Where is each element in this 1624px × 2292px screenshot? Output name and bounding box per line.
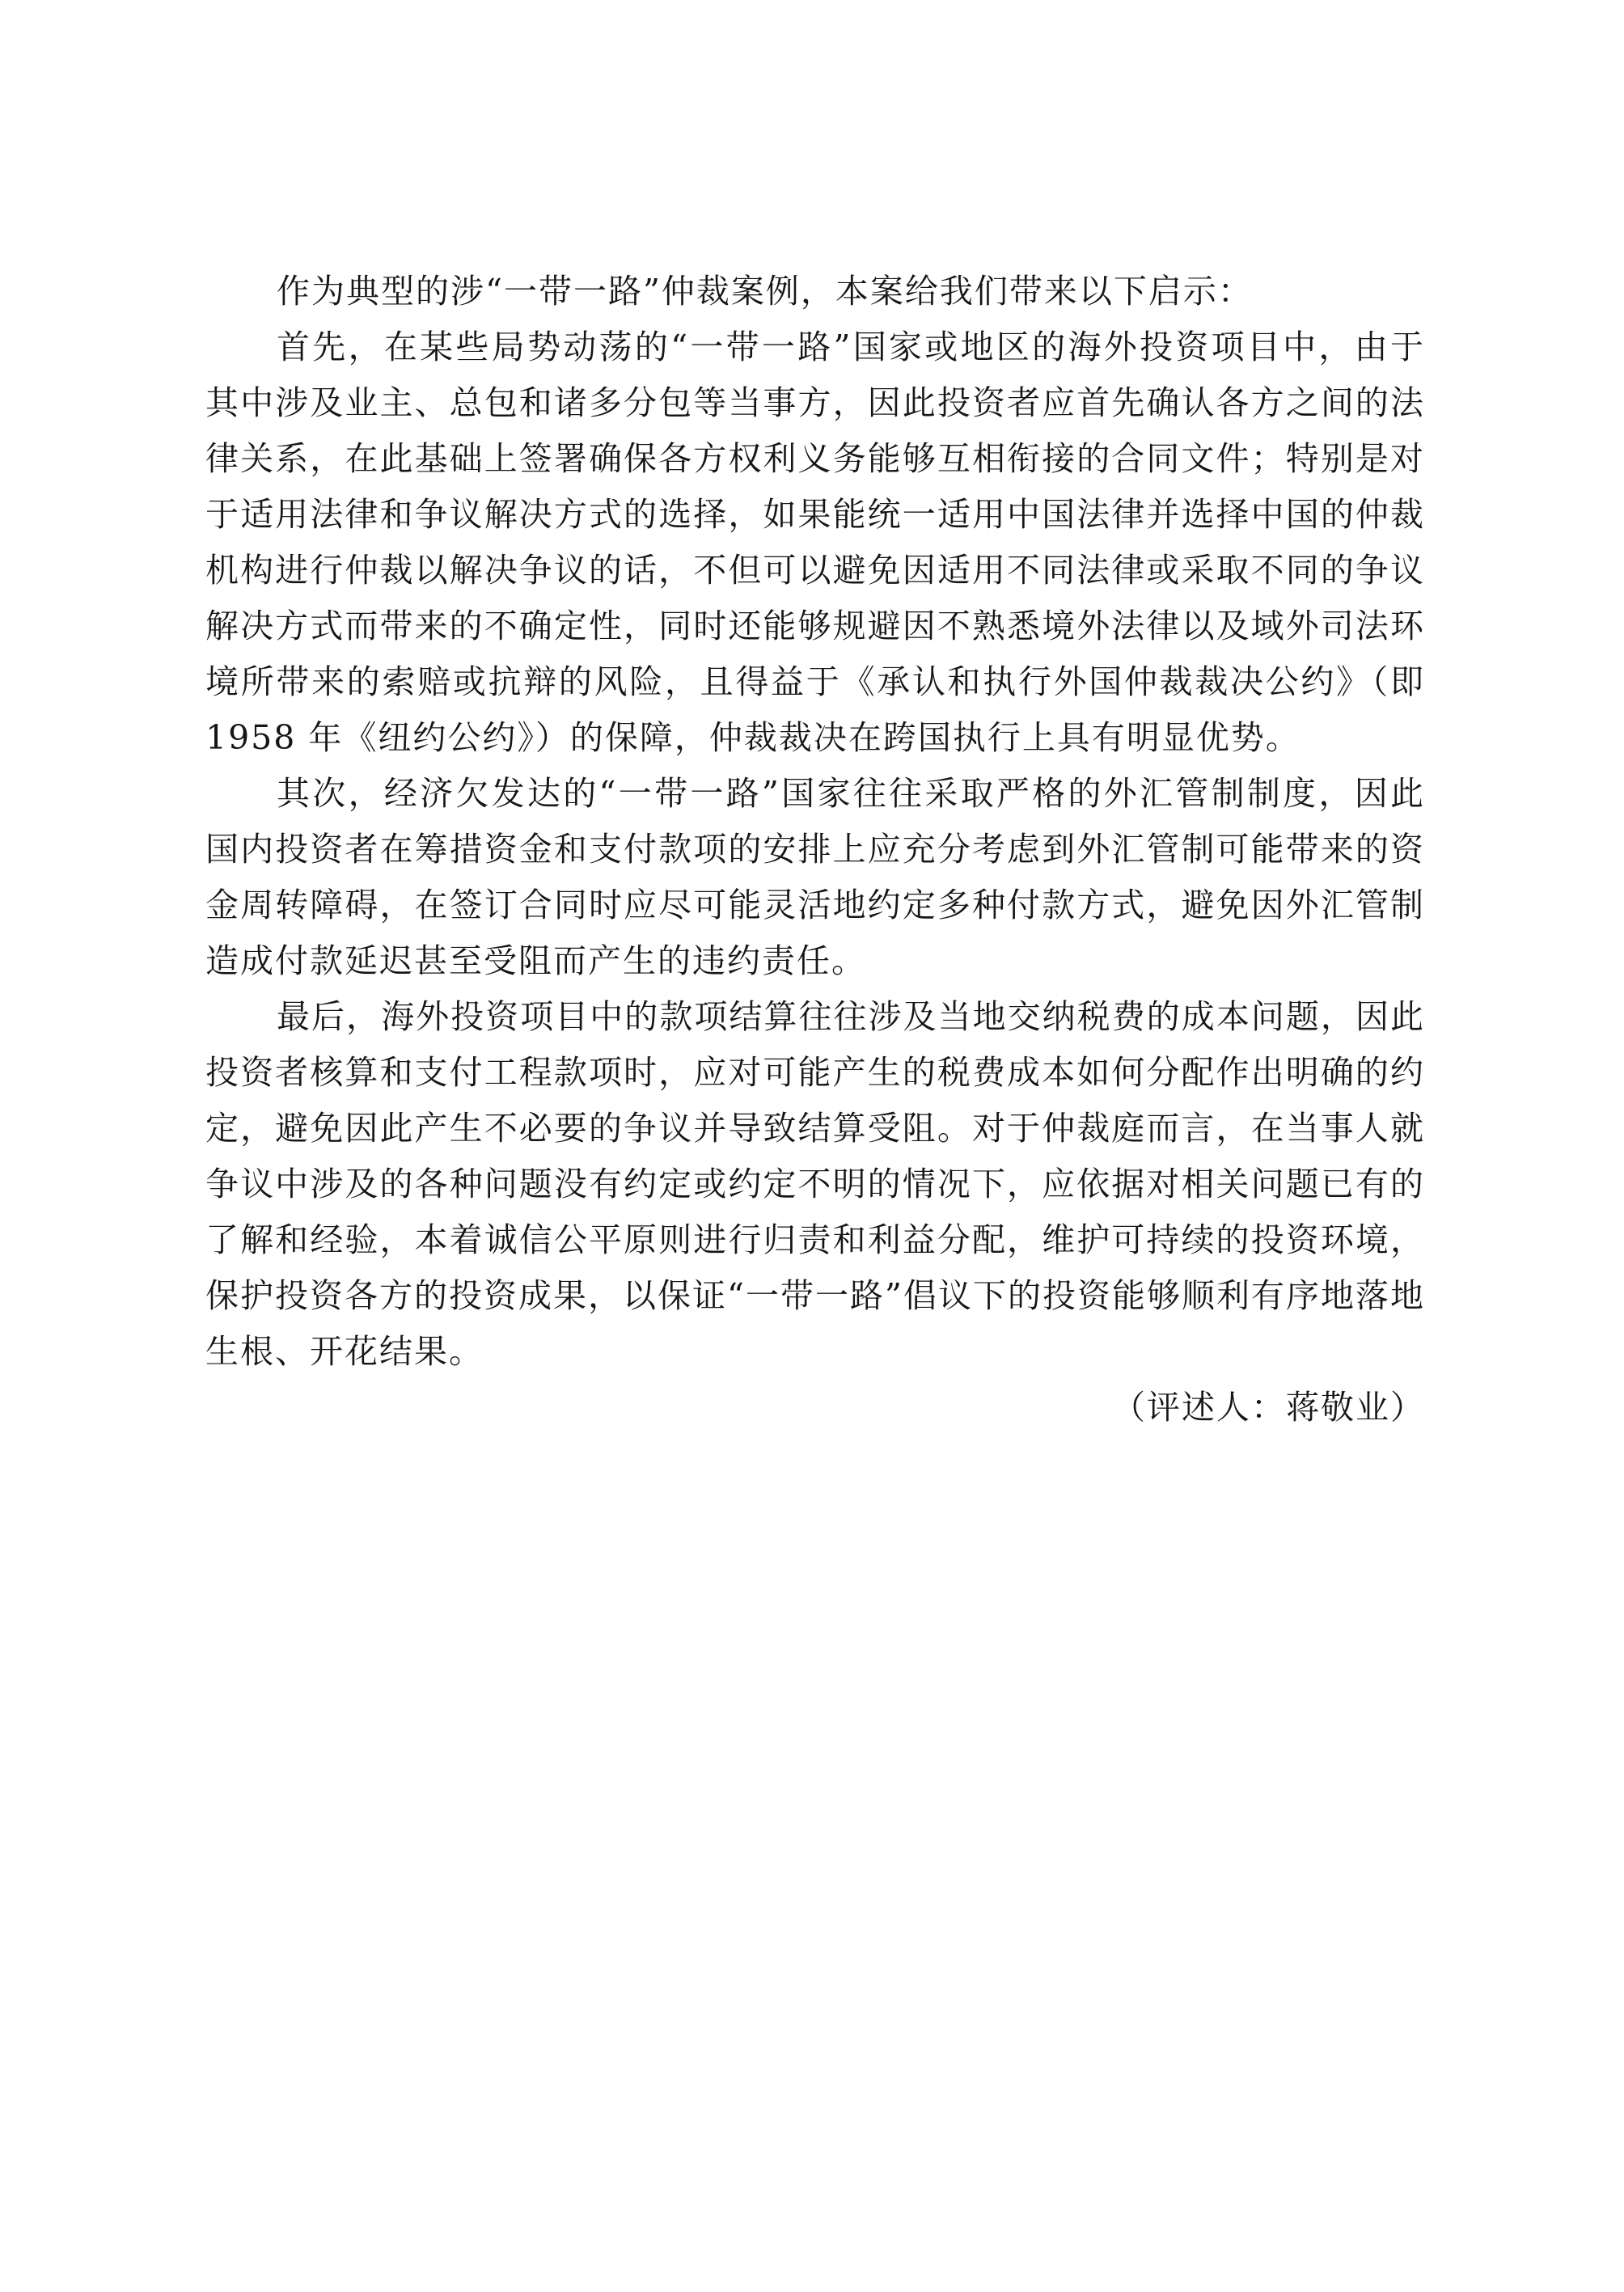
commentator-signature: （评述人：蒋敬业） (1112, 1388, 1425, 1427)
paragraph-intro: 作为典型的涉“一带一路”仲裁案例，本案给我们带来以下启示： (277, 272, 1253, 311)
paragraph-first-point: 首先，在某些局势动荡的“一带一路”国家或地区的海外投资项目中，由于其中涉及业主、总包和诸多分包等当事方，因此投资者应首先确认各方之间的法律关系，在此基础上签署确保各方权利义务能够互相衔接的合同文件；特别是对于适用法律和争议解决方式的选择，如果能统一适用中国法律并选择中国的仲裁机构进行仲裁以解决争议的话，不但可以避免因适用不同法律或采取不同的争议解决方式而带来的不确定性，同时还能够规避因不熟悉境外法律以及域外司法环境所带来的索赔或抗辩的风险，且得益于《承认和执行外国仲裁裁决公约》（即 1958 年《纽约公约》）的保障，仲裁裁决在跨国执行上具有明显优势。 (205, 328, 1425, 757)
paragraph-third-point: 最后，海外投资项目中的款项结算往往涉及当地交纳税费的成本问题，因此投资者核算和支付工程款项时，应对可能产生的税费成本如何分配作出明确的约定，避免因此产生不必要的争议并导致结算受阻。对于仲裁庭而言，在当事人就争议中涉及的各种问题没有约定或约定不明的情况下，应依据对相关问题已有的了解和经验，本着诚信公平原则进行归责和利益分配，维护可持续的投资环境，保护投资各方的投资成果，以保证“一带一路”倡议下的投资能够顺利有序地落地生根、开花结果。 (205, 997, 1425, 1371)
document-body (205, 264, 1425, 1436)
paragraph-second-point: 其次，经济欠发达的“一带一路”国家往往采取严格的外汇管制制度，因此国内投资者在筹措资金和支付款项的安排上应充分考虑到外汇管制可能带来的资金周转障碍，在签订合同时应尽可能灵活地约定多种付款方式，避免因外汇管制造成付款延迟甚至受阻而产生的违约责任。 (205, 774, 1425, 980)
